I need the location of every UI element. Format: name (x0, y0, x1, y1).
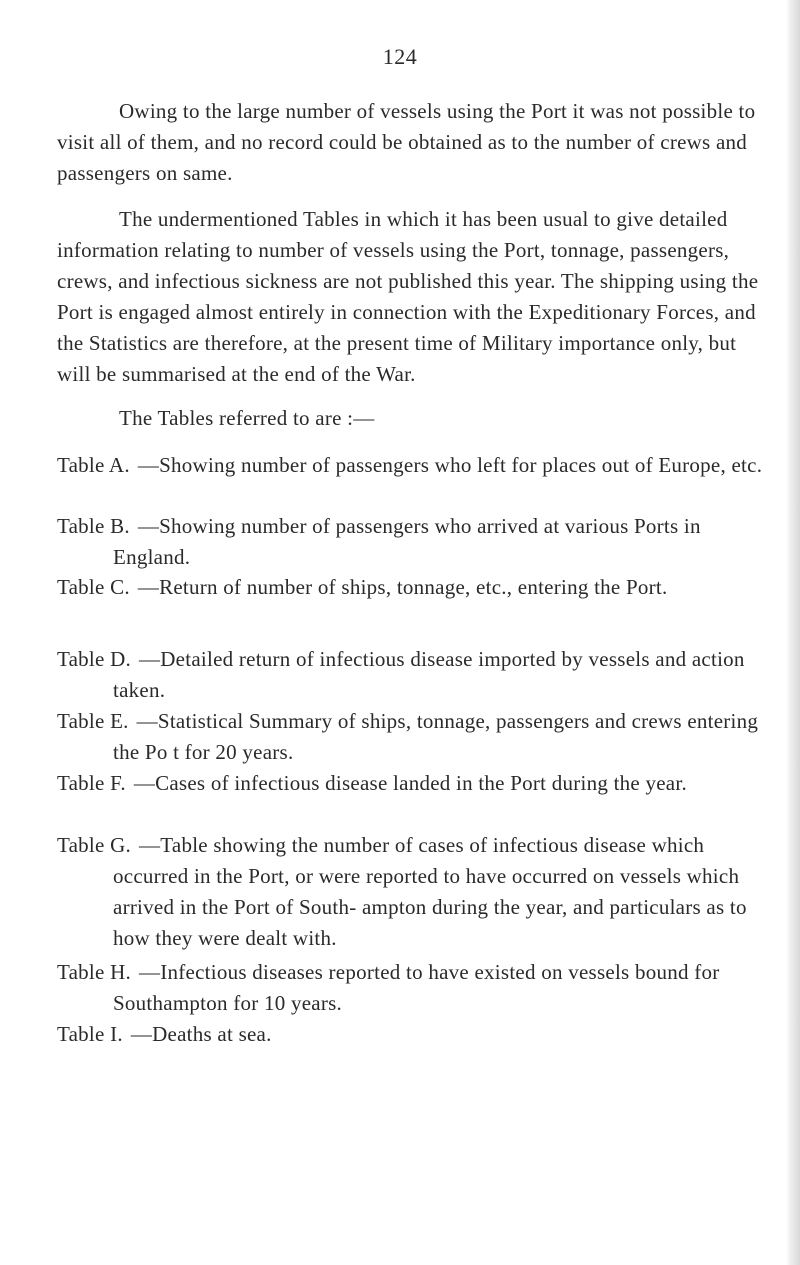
table-entry-label: Table A. (57, 453, 130, 477)
table-entry-text: —Detailed return of infectious disease imported by vessels and action taken. (113, 647, 745, 702)
table-entry-text: —Deaths at sea. (130, 1022, 272, 1046)
table-entry-d (57, 644, 769, 706)
paragraph-intro: Owing to the large number of vessels using the Port it was not possible to visit all of them, and no record could be obtained as to the number of crews and passengers on same. (57, 99, 756, 185)
table-entry-label: Table H. (57, 960, 132, 984)
table-entry-i (57, 1019, 769, 1050)
table-entry-text: —Return of number of ships, tonnage, etc., entering the Port. (137, 575, 668, 599)
table-entry-b (57, 511, 769, 573)
table-entry-label: Table E. (57, 709, 129, 733)
table-entry-text: —Statistical Summary of ships, tonnage, passengers and crews entering the Po t for 20 years. (113, 709, 759, 764)
table-entry-label: Table C. (57, 575, 130, 599)
table-entry-a (57, 450, 769, 481)
table-entry-text: —Showing number of passengers who arrived at various Ports in England. (113, 514, 701, 569)
paragraph-tables-note: The undermentioned Tables in which it has been usual to give detailed information relating to number of vessels using the Port, tonnage, passengers, crews, and infectious sickness are not published this year. The shipping using the Port is engaged almost entirely in connection with the Expeditionary Forces, and the Statistics are therefore, at the present time of Military importance only, but will be summarised at the end of the War. (57, 207, 759, 386)
table-entry-c (57, 572, 769, 603)
table-entry-label: Table B. (57, 514, 130, 538)
table-entry-label: Table G. (57, 833, 132, 857)
table-entry-text: —Showing number of passengers who left for places out of Europe, etc. (137, 453, 763, 477)
table-entry-f (57, 768, 769, 799)
table-entry-label: Table D. (57, 647, 132, 671)
table-entry-text: —Infectious diseases reported to have existed on vessels bound for Southampton for 10 years. (113, 960, 720, 1015)
table-entry-h (57, 957, 769, 1019)
table-entry-e (57, 706, 769, 768)
table-entry-label: Table F. (57, 771, 126, 795)
table-entry-label: Table I. (57, 1022, 123, 1046)
page-edge-shadow (786, 0, 800, 1265)
table-entry-text: —Cases of infectious disease landed in the Port during the year. (133, 771, 687, 795)
page-number: 124 (382, 44, 418, 69)
table-entry-g (57, 830, 769, 954)
paragraph-tables-referred: The Tables referred to are :— (119, 406, 375, 430)
table-entry-text: —Table showing the number of cases of infectious disease which occurred in the Port, or were reported to have occurred on vessels which arrived in the Port of South- ampton during the year, and particulars as to how they were dealt with. (113, 833, 747, 950)
